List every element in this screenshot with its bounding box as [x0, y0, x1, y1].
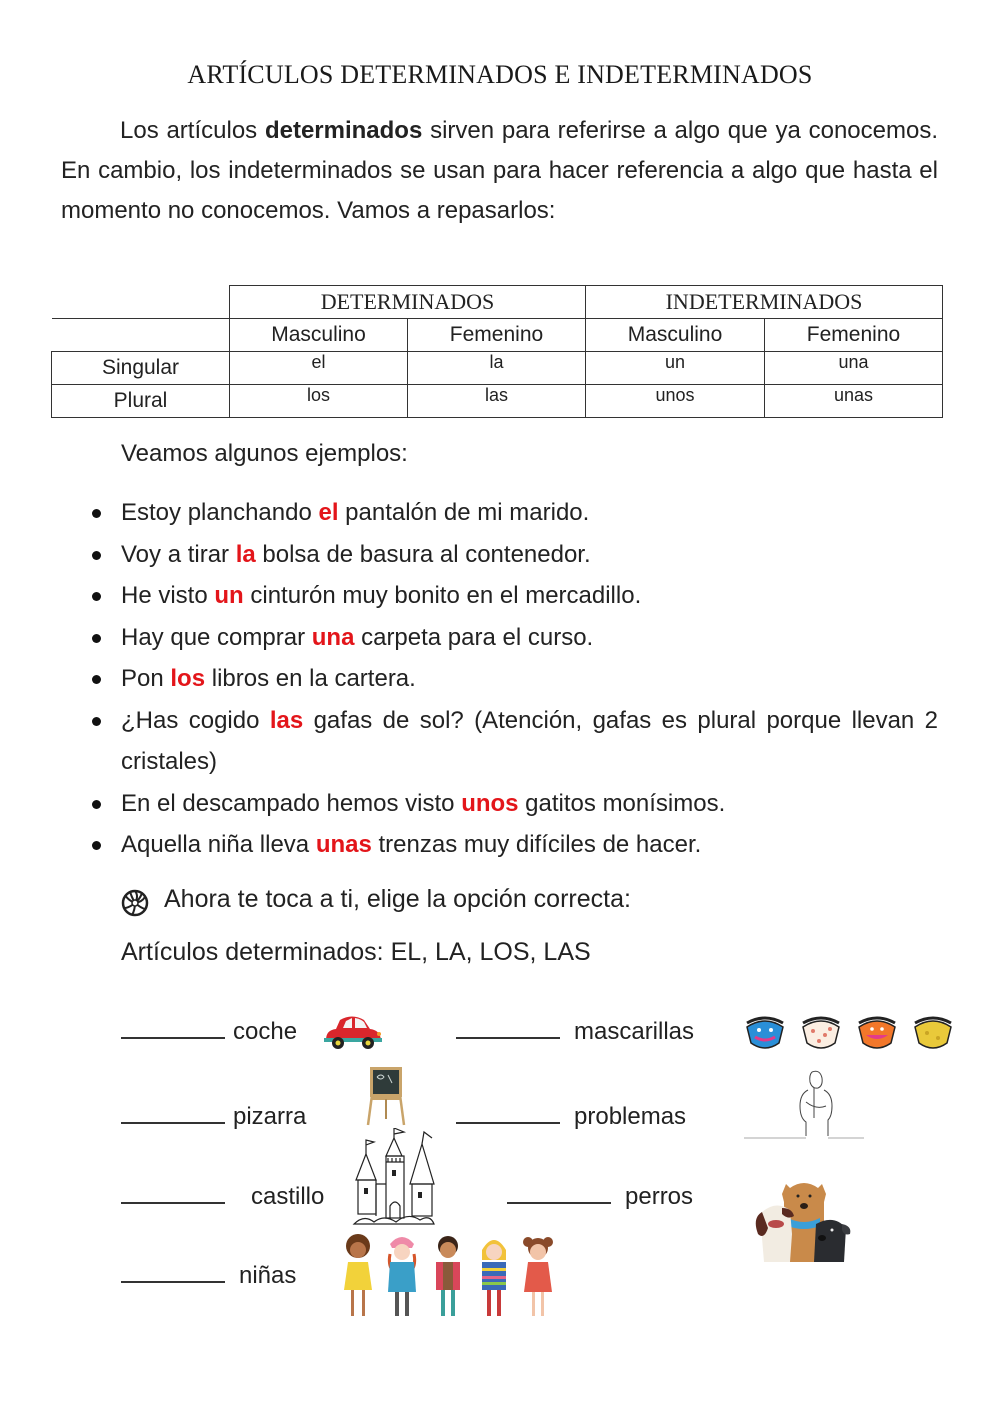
- answer-blank[interactable]: [121, 1202, 225, 1204]
- exercise-item-coche: coche: [121, 1018, 297, 1046]
- answer-blank[interactable]: [121, 1122, 225, 1124]
- girls-image: [336, 1232, 556, 1324]
- table-gender-header: Masculino: [586, 319, 765, 352]
- list-item: Pon los libros en la cartera.: [90, 658, 938, 700]
- table-group-header: DETERMINADOS: [230, 286, 586, 319]
- table-cell: la: [408, 352, 586, 385]
- intro-bold: determinados: [264, 117, 423, 144]
- table-cell: los: [230, 385, 408, 418]
- article-highlight: los: [170, 665, 206, 692]
- list-item: Voy a tirar la bolsa de basura al contenedor.: [90, 534, 938, 576]
- answer-blank[interactable]: [456, 1037, 560, 1039]
- articles-table: [51, 285, 943, 418]
- exercise-item-mascarillas: mascarillas: [456, 1018, 694, 1046]
- answer-blank[interactable]: [121, 1281, 225, 1283]
- spiral-icon: [120, 888, 150, 918]
- article-highlight: unas: [315, 831, 372, 858]
- table-corner: [52, 319, 230, 352]
- exercise-item-ninas: niñas: [121, 1262, 296, 1290]
- table-cell: unos: [586, 385, 765, 418]
- intro-text-1: Los artículos: [120, 117, 265, 144]
- intro-text-2: sirven para referirse a algo que ya conocemos. En cambio, los indeterminados se usan para hacer referencia a algo que hasta el momento no conocemos. Vamos a repasarlos:: [61, 117, 939, 224]
- dogs-image: [752, 1178, 856, 1262]
- answer-blank[interactable]: [507, 1202, 611, 1204]
- table-gender-header: Masculino: [230, 319, 408, 352]
- exercise-subtitle: Artículos determinados: EL, LA, LOS, LAS: [121, 938, 591, 966]
- table-cell: una: [765, 352, 943, 385]
- table-gender-header: Femenino: [408, 319, 586, 352]
- article-highlight: el: [318, 499, 339, 526]
- list-item: Aquella niña lleva unas trenzas muy difíciles de hacer.: [90, 824, 938, 866]
- row-label: Plural: [52, 385, 230, 418]
- article-highlight: un: [214, 582, 244, 609]
- list-item: Hay que comprar una carpeta para el curso.: [90, 617, 938, 659]
- list-item: En el descampado hemos visto unos gatitos monísimos.: [90, 783, 938, 825]
- exercise-item-pizarra: pizarra: [121, 1103, 306, 1131]
- page-title: ARTÍCULOS DETERMINADOS E INDETERMINADOS: [187, 60, 813, 89]
- table-row: [52, 385, 943, 418]
- intro-paragraph: [61, 111, 938, 231]
- table-row: [52, 352, 943, 385]
- answer-blank[interactable]: [456, 1122, 560, 1124]
- row-label: Singular: [52, 352, 230, 385]
- table-cell: un: [586, 352, 765, 385]
- examples-list: [90, 492, 938, 866]
- chalkboard-image: [362, 1065, 410, 1127]
- table-cell: unas: [765, 385, 943, 418]
- table-gender-header: Femenino: [765, 319, 943, 352]
- article-highlight: las: [269, 706, 304, 734]
- exercise-item-problemas: problemas: [456, 1103, 686, 1131]
- article-highlight: unos: [461, 789, 519, 817]
- table-corner: [52, 286, 230, 319]
- exercise-instruction: Ahora te toca a ti, elige la opción correcta:: [164, 885, 631, 913]
- table-group-header: INDETERMINADOS: [586, 286, 943, 319]
- exercise-item-castillo: castillo: [121, 1183, 324, 1211]
- list-item: Estoy planchando el pantalón de mi marido.: [90, 492, 938, 534]
- examples-intro: Veamos algunos ejemplos:: [121, 440, 408, 467]
- thinking-man-image: [742, 1068, 866, 1142]
- table-cell: el: [230, 352, 408, 385]
- face-masks-image: [743, 1013, 955, 1053]
- list-item: ¿Has cogido las gafas de sol? (Atención, gafas es plural porque llevan 2 cristales): [90, 700, 938, 783]
- list-item: He visto un cinturón muy bonito en el mercadillo.: [90, 575, 938, 617]
- article-highlight: una: [311, 623, 355, 651]
- exercise-item-perros: perros: [507, 1183, 693, 1211]
- answer-blank[interactable]: [121, 1037, 225, 1039]
- article-highlight: la: [235, 540, 256, 568]
- castle-image: [352, 1128, 436, 1230]
- table-cell: las: [408, 385, 586, 418]
- car-image: [322, 1012, 384, 1052]
